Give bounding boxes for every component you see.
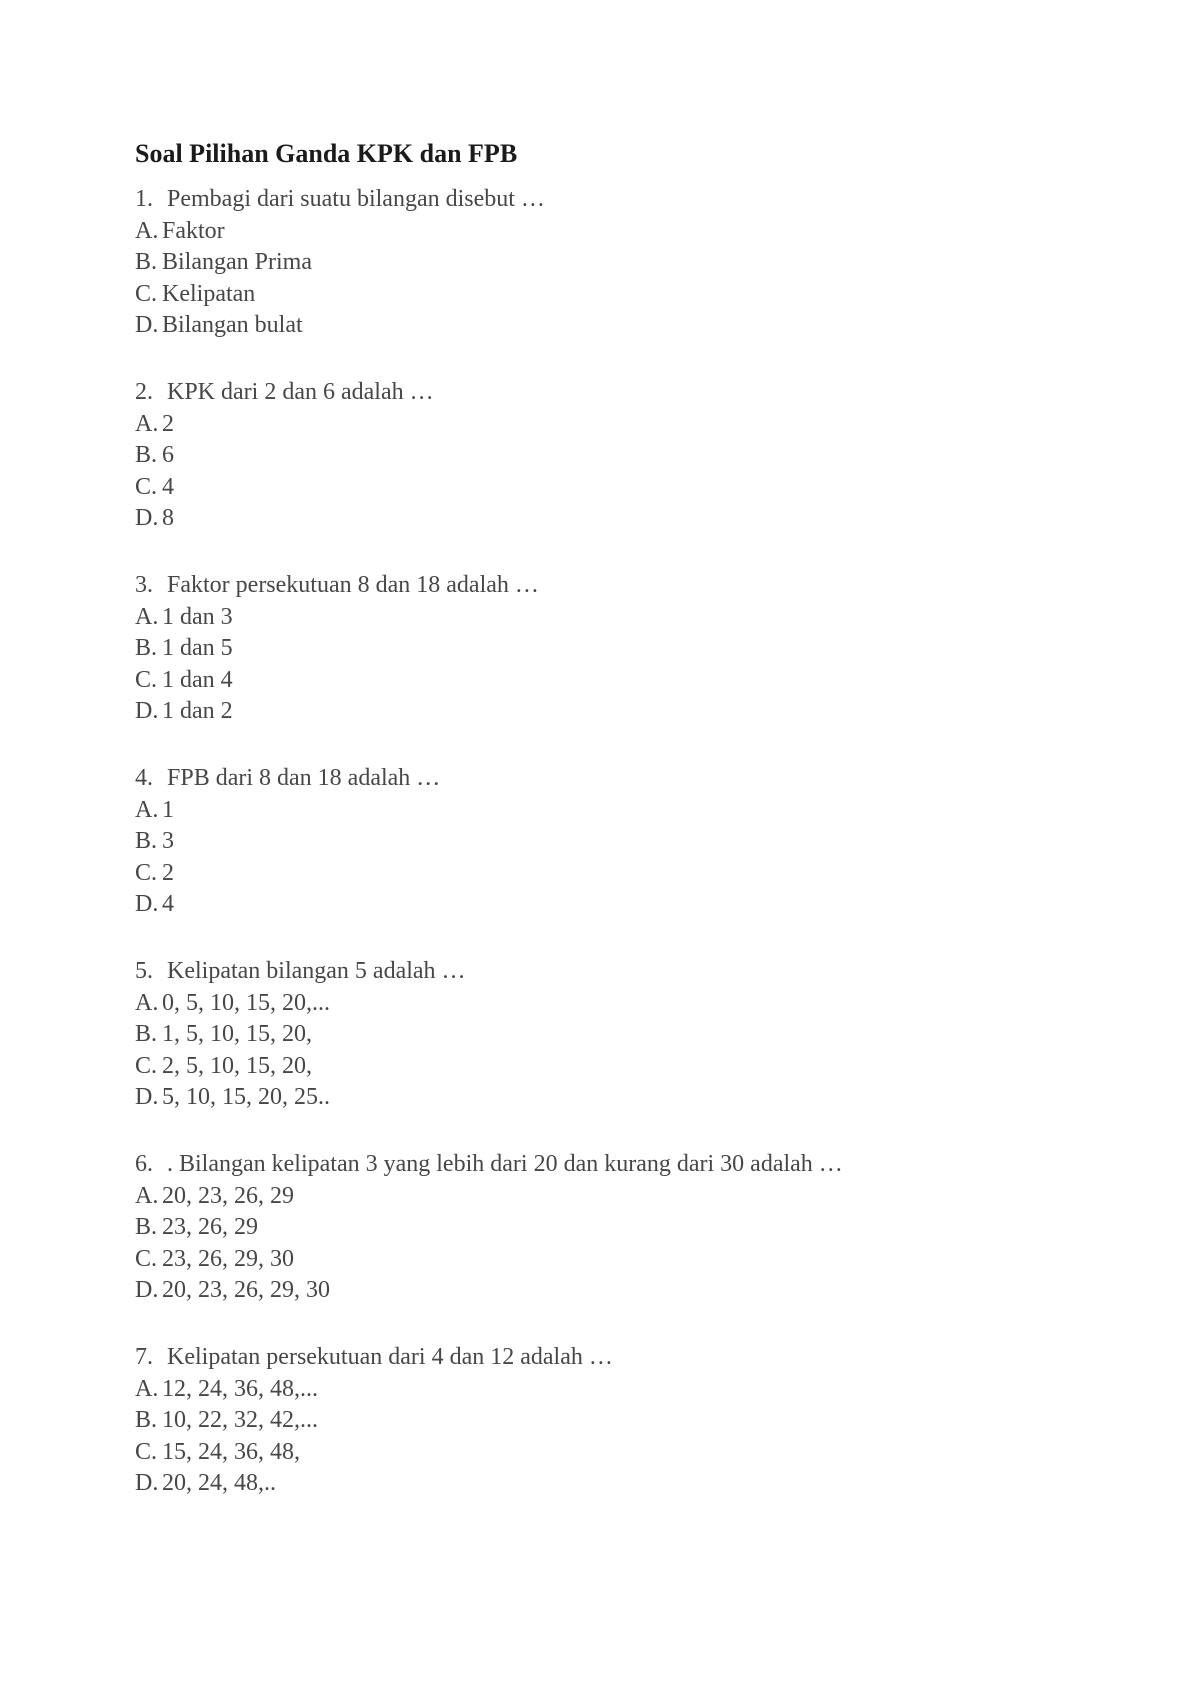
option-label: C. [135,1245,158,1272]
option-line [135,247,1120,279]
option-label: D. [135,505,159,531]
option-line [135,1244,1120,1276]
option-line [135,279,1120,311]
option-text: 1, 5, 10, 15, 20, [162,1021,312,1047]
option-text: 0, 5, 10, 15, 20,... [162,989,330,1016]
option-line [135,1082,1120,1114]
option-text: 20, 23, 26, 29 [162,1182,294,1209]
question-line [135,1149,1120,1181]
option-label: D. [135,1277,159,1303]
option-label: B. [135,442,158,468]
option-text: 2 [162,859,174,886]
option-line [135,1275,1120,1307]
question-block-4 [135,763,1120,921]
question-number: 5. [135,958,153,984]
option-text: 20, 24, 48,.. [162,1470,276,1496]
option-label: A. [135,603,159,630]
option-label: A. [135,1182,159,1209]
question-line [135,763,1120,795]
option-label: B. [135,1021,158,1047]
option-line [135,826,1120,858]
option-line [135,310,1120,342]
option-label: B. [135,635,158,661]
option-line [135,889,1120,921]
option-text: 20, 23, 26, 29, 30 [162,1277,330,1303]
option-line [135,602,1120,634]
option-text: 15, 24, 36, 48, [162,1438,300,1465]
option-label: A. [135,1375,159,1402]
option-label: B. [135,1407,158,1433]
option-label: A. [135,410,159,437]
option-line [135,696,1120,728]
question-text: Faktor persekutuan 8 dan 18 adalah … [167,572,539,598]
option-text: 6 [162,442,174,468]
option-text: 1 dan 5 [162,635,233,661]
option-line [135,1405,1120,1437]
option-line [135,1181,1120,1213]
option-text: 5, 10, 15, 20, 25.. [162,1084,330,1110]
question-number: 2. [135,379,153,405]
question-text: FPB dari 8 dan 18 adalah … [167,765,441,791]
option-label: C. [135,473,158,500]
option-text: 1 dan 2 [162,698,233,724]
option-label: C. [135,666,158,693]
option-label: A. [135,989,159,1016]
option-label: D. [135,312,159,338]
option-label: B. [135,249,158,275]
option-text: 1 dan 4 [162,666,233,693]
question-number: 3. [135,572,153,598]
option-label: B. [135,828,158,854]
question-text: Kelipatan bilangan 5 adalah … [167,958,466,984]
option-text: 3 [162,828,174,854]
option-label: D. [135,1084,159,1110]
option-text: 1 [162,796,174,823]
option-label: C. [135,1052,158,1079]
question-block-6 [135,1149,1120,1307]
option-text: Kelipatan [162,280,256,307]
question-line [135,1342,1120,1374]
question-text: Kelipatan persekutuan dari 4 dan 12 adalah … [167,1344,613,1370]
option-label: A. [135,796,159,823]
question-number: 4. [135,765,153,791]
question-block-7 [135,1342,1120,1500]
option-text: 4 [162,891,174,917]
option-text: 4 [162,473,174,500]
question-line [135,956,1120,988]
option-text: Bilangan Prima [162,249,312,275]
question-text: KPK dari 2 dan 6 adalah … [167,379,434,405]
option-text: Faktor [162,217,225,244]
option-line [135,858,1120,890]
option-text: 1 dan 3 [162,603,233,630]
option-text: 10, 22, 32, 42,... [162,1407,318,1433]
question-line [135,377,1120,409]
question-block-1 [135,184,1120,342]
option-line [135,503,1120,535]
question-block-2 [135,377,1120,535]
question-number: 6. [135,1151,153,1177]
option-line [135,1212,1120,1244]
document-title: Soal Pilihan Ganda KPK dan FPB [135,139,518,168]
option-text: 23, 26, 29 [162,1214,258,1240]
option-label: A. [135,217,159,244]
question-number: 7. [135,1344,153,1370]
option-line [135,1374,1120,1406]
option-text: 8 [162,505,174,531]
question-block-3 [135,570,1120,728]
option-text: 12, 24, 36, 48,... [162,1375,318,1402]
option-label: B. [135,1214,158,1240]
question-line [135,570,1120,602]
question-line [135,184,1120,216]
question-block-5 [135,956,1120,1114]
option-text: 2, 5, 10, 15, 20, [162,1052,312,1079]
option-line [135,633,1120,665]
option-line [135,409,1120,441]
option-text: Bilangan bulat [162,312,303,338]
question-text: . Bilangan kelipatan 3 yang lebih dari 20 dan kurang dari 30 adalah … [167,1151,843,1177]
option-line [135,795,1120,827]
option-line [135,1437,1120,1469]
option-label: D. [135,698,159,724]
question-text: Pembagi dari suatu bilangan disebut … [167,186,545,212]
option-line [135,1051,1120,1083]
option-label: D. [135,891,159,917]
option-line [135,440,1120,472]
option-label: C. [135,1438,158,1465]
option-line [135,216,1120,248]
option-label: C. [135,859,158,886]
option-line [135,988,1120,1020]
option-label: C. [135,280,158,307]
option-line [135,472,1120,504]
option-line [135,1468,1120,1500]
option-text: 2 [162,410,174,437]
option-text: 23, 26, 29, 30 [162,1245,294,1272]
option-label: D. [135,1470,159,1496]
option-line [135,665,1120,697]
option-line [135,1019,1120,1051]
question-number: 1. [135,186,153,212]
